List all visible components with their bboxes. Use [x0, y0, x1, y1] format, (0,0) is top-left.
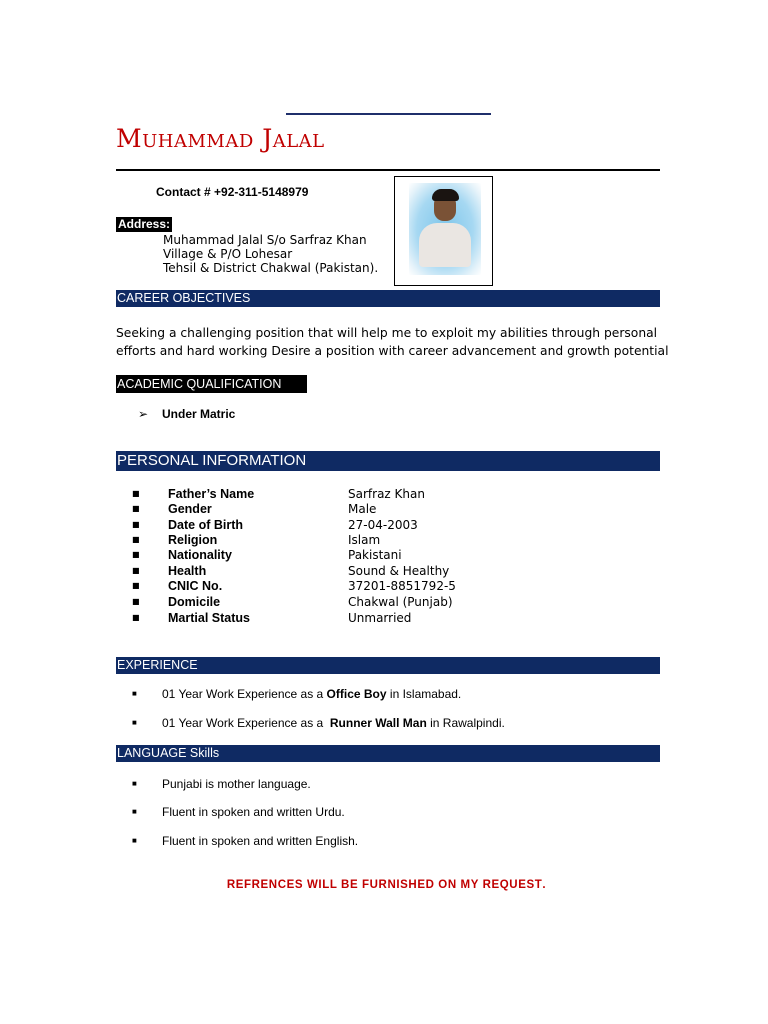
square-bullet-icon: ■ [132, 718, 137, 727]
address-line: Muhammad Jalal S/o Sarfraz Khan [163, 233, 367, 247]
info-label: Health [168, 564, 207, 578]
info-value: Sound & Healthy [348, 564, 450, 578]
square-bullet-icon: ■ [132, 613, 140, 622]
info-value: Chakwal (Punjab) [348, 595, 453, 609]
square-bullet-icon: ■ [132, 550, 140, 559]
references-note [0, 879, 768, 891]
square-bullet-icon: ■ [132, 535, 140, 544]
section-career-objectives: CAREER OBJECTIVES [116, 290, 660, 307]
address-line: Village & P/O Lohesar [163, 247, 293, 261]
section-experience: EXPERIENCE [116, 657, 660, 674]
section-language-skills: LANGUAGE Skills [116, 745, 660, 762]
square-bullet-icon: ■ [132, 807, 137, 816]
info-label: CNIC No. [168, 579, 223, 593]
info-value: Islam [348, 533, 381, 547]
objective-line: Seeking a challenging position that will help me to exploit my abilities through personal [116, 326, 658, 340]
experience-prefix: 01 Year Work Experience as a [162, 716, 330, 730]
info-label: Domicile [168, 595, 221, 609]
contact-number: Contact # +92-311-5148979 [156, 185, 309, 199]
info-value: 37201-8851792-5 [348, 579, 456, 593]
photo-hair [432, 189, 459, 201]
name-rule [116, 169, 660, 171]
info-label: Martial Status [168, 611, 250, 625]
language-text: Fluent in spoken and written Urdu. [162, 805, 345, 819]
academic-item-text: Under Matric [162, 407, 236, 421]
applicant-name: Muhammad Jalal [116, 124, 325, 153]
info-label: Date of Birth [168, 518, 243, 532]
info-value: Male [348, 502, 377, 516]
section-personal-information: PERSONAL INFORMATION [116, 451, 660, 471]
references-text: REFRENCES WILL BE FURNISHED ON MY REQUEST [226, 879, 543, 891]
square-bullet-icon: ■ [132, 597, 140, 606]
experience-role: Runner Wall Man [329, 716, 427, 730]
career-objective-text [116, 324, 676, 360]
square-bullet-icon: ■ [132, 836, 137, 845]
references-period: . [542, 879, 547, 891]
info-label: Nationality [168, 548, 232, 562]
profile-photo-frame [394, 176, 493, 286]
info-label: Religion [168, 533, 218, 547]
arrow-bullet-icon: ➢ [138, 407, 149, 421]
experience-role: Office Boy [326, 687, 387, 701]
info-label: Father’s Name [168, 487, 255, 501]
square-bullet-icon: ■ [132, 779, 137, 788]
square-bullet-icon: ■ [132, 520, 140, 529]
info-value: 27-04-2003 [348, 518, 418, 532]
experience-suffix: in Islamabad. [386, 687, 462, 701]
address-label: Address: [118, 217, 171, 231]
square-bullet-icon: ■ [132, 581, 140, 590]
top-rule [286, 113, 491, 115]
info-label: Gender [168, 502, 212, 516]
academic-item [138, 407, 235, 421]
language-text: Fluent in spoken and written English. [162, 834, 359, 848]
info-value: Pakistani [348, 548, 402, 562]
objective-line: efforts and hard working Desire a position with career advancement and growth potential [116, 344, 669, 358]
address-line: Tehsil & District Chakwal (Pakistan). [163, 261, 379, 275]
language-text: Punjabi is mother language. [162, 777, 311, 791]
experience-suffix: in Rawalpindi. [426, 716, 505, 730]
section-academic-qualification: ACADEMIC QUALIFICATION [116, 375, 307, 393]
info-value: Sarfraz Khan [348, 487, 425, 501]
photo-shirt [419, 223, 471, 267]
square-bullet-icon: ■ [132, 566, 140, 575]
square-bullet-icon: ■ [132, 489, 140, 498]
experience-prefix: 01 Year Work Experience as a [162, 687, 327, 701]
square-bullet-icon: ■ [132, 689, 137, 698]
square-bullet-icon: ■ [132, 504, 140, 513]
address-block [163, 233, 378, 275]
profile-photo [409, 183, 481, 275]
info-value: Unmarried [348, 611, 412, 625]
